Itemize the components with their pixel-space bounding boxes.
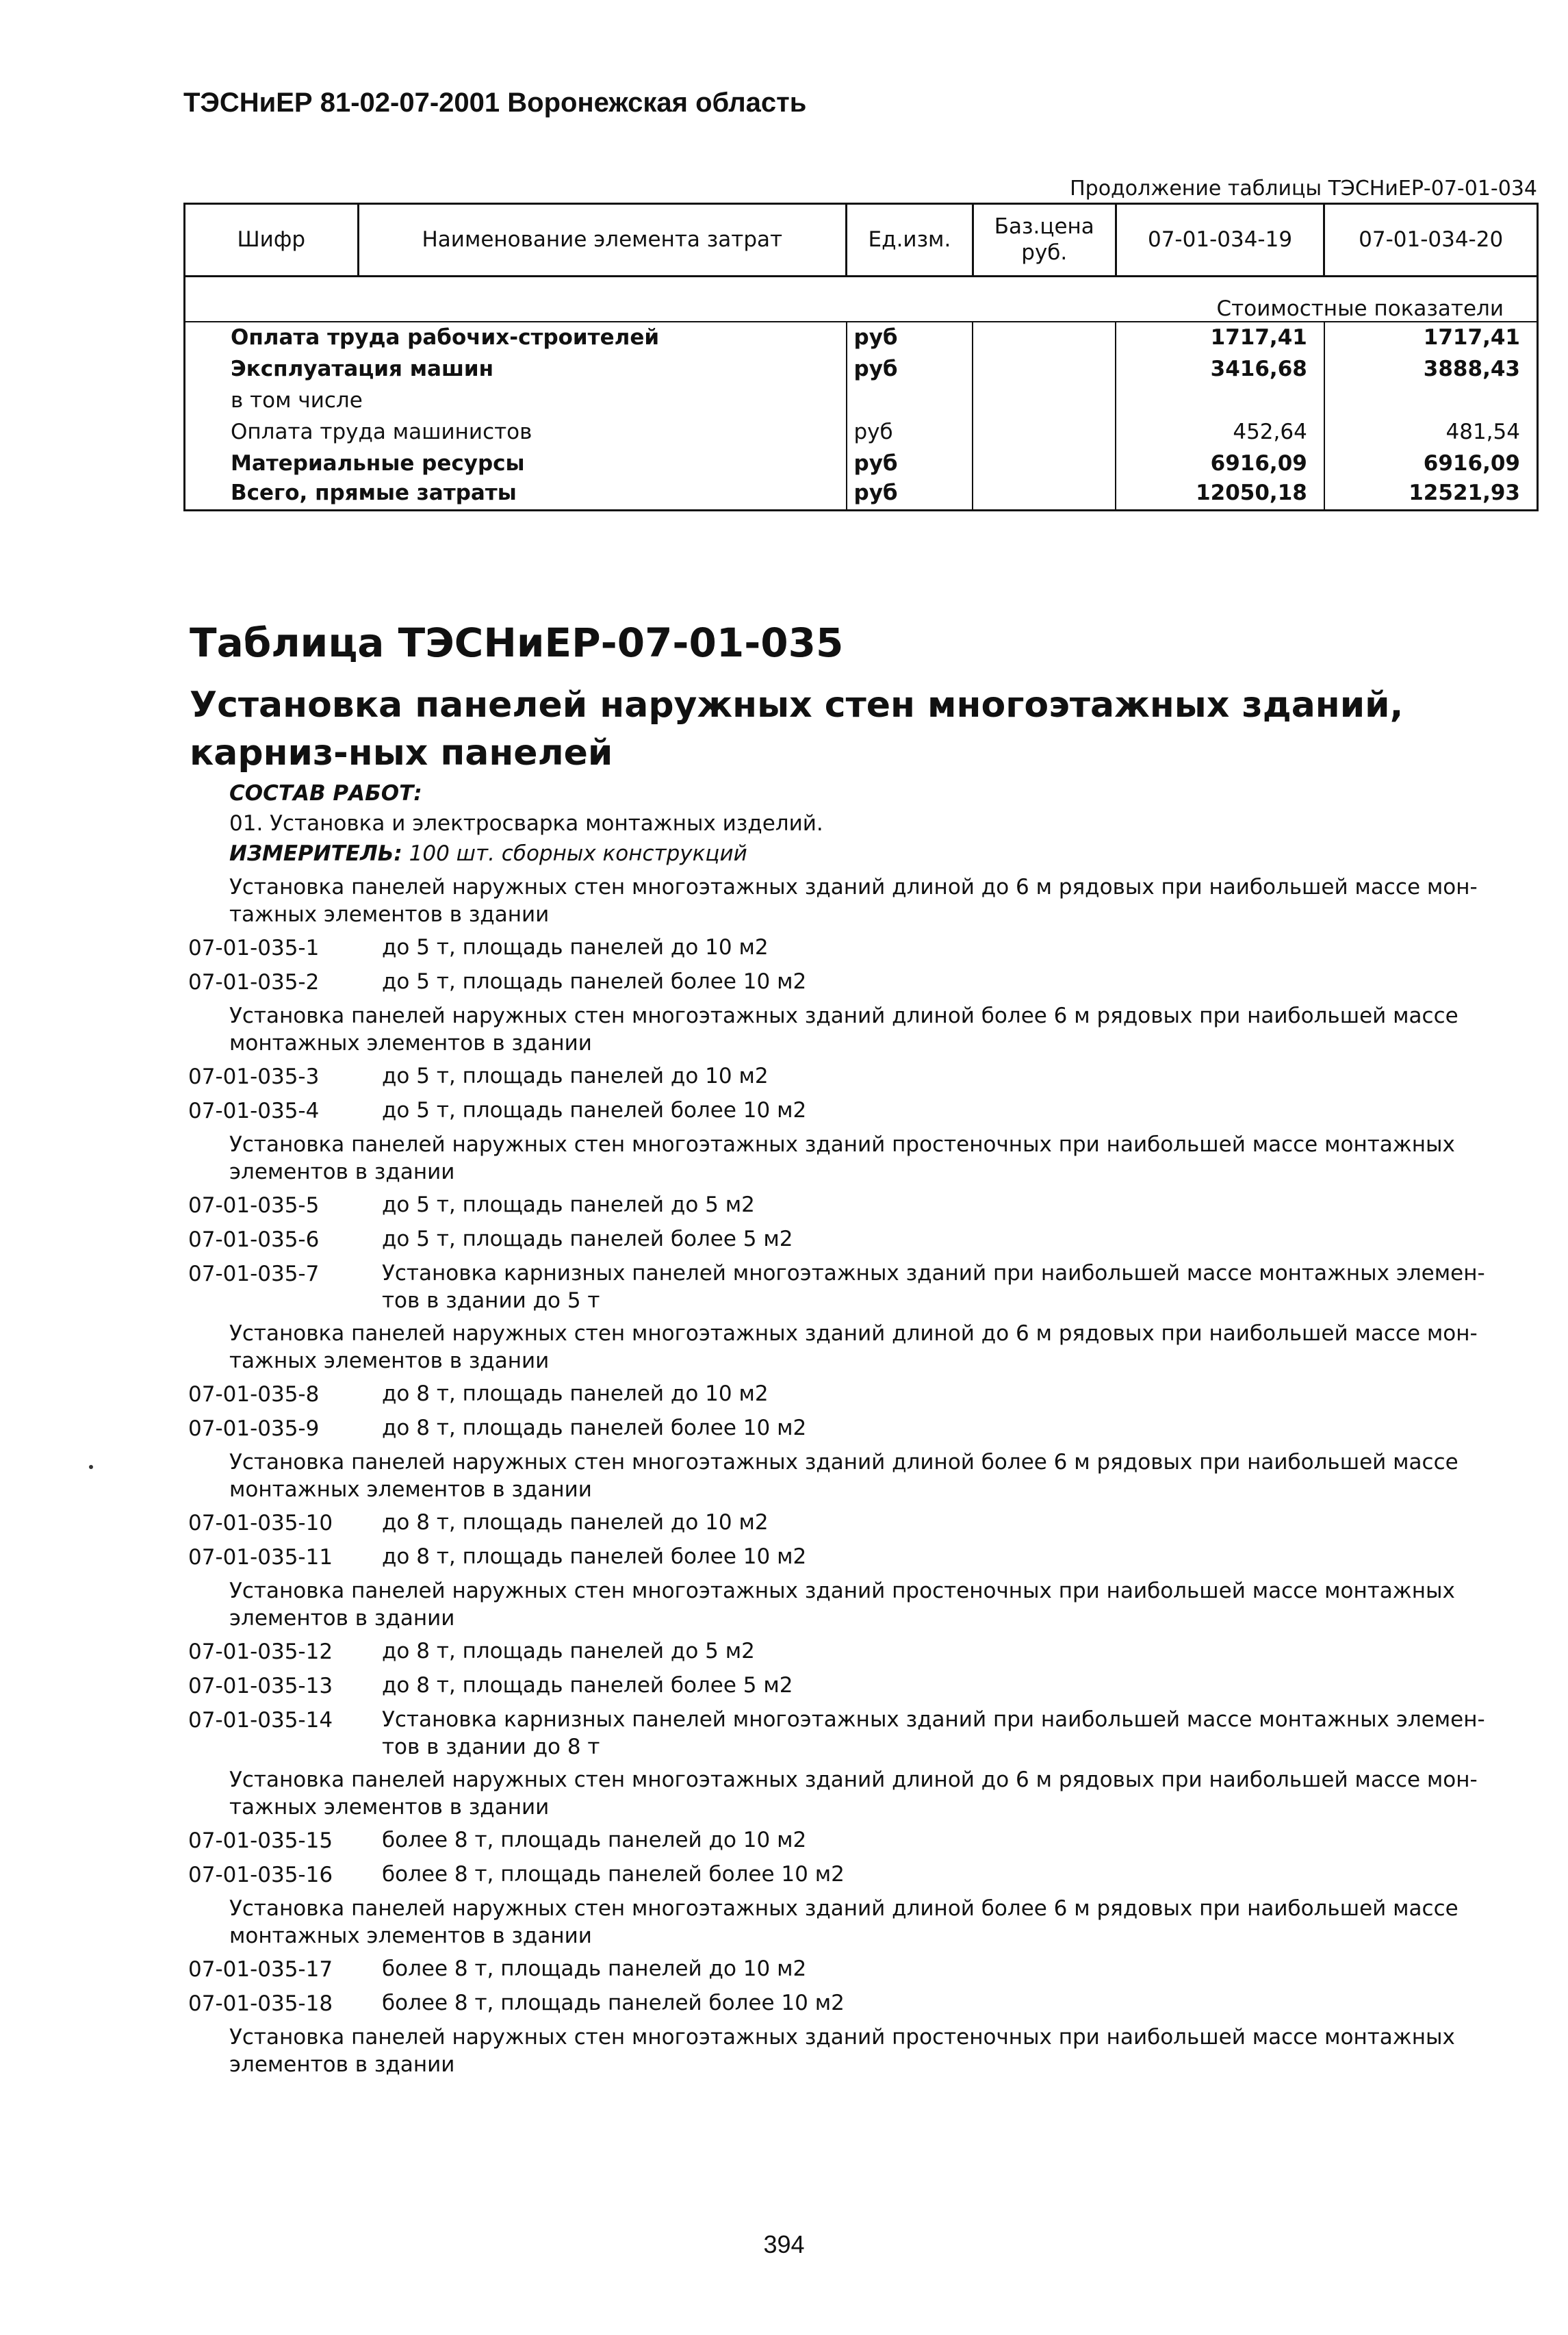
unit-cell xyxy=(847,385,973,416)
column-header: Баз.цена руб. xyxy=(973,204,1116,277)
norm-description: более 8 т, площадь панелей до 10 м2 xyxy=(382,1956,807,1981)
work-section xyxy=(188,779,1543,2078)
base-price-cell xyxy=(973,448,1116,479)
value-cell: 452,64 xyxy=(1116,416,1324,448)
value-cell: 481,54 xyxy=(1324,416,1538,448)
measure-label: ИЗМЕРИТЕЛЬ: xyxy=(229,841,402,866)
cost-item-name: Оплата труда машинистов xyxy=(231,419,532,444)
group-heading: Установка панелей наружных стен многоэтажных зданий простеночных при наибольшей массе монтажных элементов в здании xyxy=(229,1579,1455,1631)
group-heading: Установка панелей наружных стен многоэтажных зданий простеночных при наибольшей массе монтажных элементов в здании xyxy=(229,2025,1455,2077)
value-cell: 6916,09 xyxy=(1324,448,1538,479)
value-cell: 1717,41 xyxy=(1324,322,1538,353)
document-header: ТЭСНиЕР 81-02-07-2001 Воронежская область xyxy=(183,88,807,118)
cost-table xyxy=(183,203,1539,511)
group-heading: Установка панелей наружных стен многоэтажных зданий длиной более 6 м рядовых при наибольшей массе монтажных элементов в здании xyxy=(229,1896,1458,1948)
value-cell: 12050,18 xyxy=(1116,479,1324,511)
group-heading: Установка панелей наружных стен многоэтажных зданий длиной до 6 м рядовых при наибольшей массе мон-тажных элементов в здании xyxy=(229,1768,1478,1820)
unit-cell: руб xyxy=(847,322,973,353)
list-item xyxy=(188,1861,1543,1889)
norm-code: 07-01-035-10 xyxy=(188,1511,333,1535)
scan-speck xyxy=(89,1465,93,1469)
norm-code: 07-01-035-6 xyxy=(188,1227,320,1252)
list-item xyxy=(188,1543,1543,1572)
norm-code: 07-01-035-14 xyxy=(188,1708,333,1733)
norm-description: до 5 т, площадь панелей более 5 м2 xyxy=(382,1227,793,1251)
table-row xyxy=(185,416,1538,448)
value-cell: 12521,93 xyxy=(1324,479,1538,511)
list-item xyxy=(188,1414,1543,1443)
page-number: 394 xyxy=(763,2230,805,2258)
list-item xyxy=(188,1097,1543,1125)
list-item xyxy=(188,1826,1543,1855)
norm-description: до 8 т, площадь панелей более 5 м2 xyxy=(382,1673,793,1698)
norm-code: 07-01-035-4 xyxy=(188,1099,320,1123)
value-cell xyxy=(1324,385,1538,416)
composition-heading xyxy=(188,779,1543,808)
list-item xyxy=(188,934,1543,962)
table-row xyxy=(185,479,1538,511)
base-price-cell xyxy=(973,385,1116,416)
norm-code: 07-01-035-5 xyxy=(188,1193,320,1218)
cost-item-name: в том числе xyxy=(231,387,363,413)
norm-description: более 8 т, площадь панелей более 10 м2 xyxy=(382,1862,845,1887)
section-caption: Стоимостные показатели xyxy=(185,277,1538,322)
norm-description: до 8 т, площадь панелей до 5 м2 xyxy=(382,1639,755,1663)
unit-cell: руб xyxy=(847,479,973,511)
value-cell: 1717,41 xyxy=(1116,322,1324,353)
value-cell: 3416,68 xyxy=(1116,353,1324,385)
list-item xyxy=(188,1509,1543,1537)
norm-description: до 5 т, площадь панелей более 10 м2 xyxy=(382,969,807,994)
list-item xyxy=(188,1191,1543,1220)
table-row xyxy=(185,353,1538,385)
continuation-caption: Продолжение таблицы ТЭСНиЕР-07-01-034 xyxy=(1070,177,1537,201)
unit-cell: руб xyxy=(847,448,973,479)
unit-cell: руб xyxy=(847,416,973,448)
cost-item-name: Материальные ресурсы xyxy=(231,450,525,476)
column-header: Ед.изм. xyxy=(847,204,973,277)
group-heading: Установка панелей наружных стен многоэтажных зданий длиной более 6 м рядовых при наибольшей массе монтажных элементов в здании xyxy=(229,1004,1458,1056)
group-heading: Установка панелей наружных стен многоэтажных зданий простеночных при наибольшей массе монтажных элементов в здании xyxy=(229,1132,1455,1184)
norm-code: 07-01-035-16 xyxy=(188,1863,333,1887)
unit-cell: руб xyxy=(847,353,973,385)
list-item xyxy=(188,968,1543,997)
table-subtitle: Установка панелей наружных стен многоэтажных зданий, карниз-ных панелей xyxy=(190,685,1404,774)
section-caption-row xyxy=(185,277,1538,322)
group-heading: Установка панелей наружных стен многоэтажных зданий длиной до 6 м рядовых при наибольшей массе мон-тажных элементов в здании xyxy=(229,1321,1478,1373)
norm-code: 07-01-035-3 xyxy=(188,1064,320,1089)
table-header-row xyxy=(185,204,1538,277)
measure-value: 100 шт. сборных конструкций xyxy=(409,841,747,866)
list-item xyxy=(188,1989,1543,2018)
list-item xyxy=(188,1637,1543,1666)
norm-description: до 8 т, площадь панелей до 10 м2 xyxy=(382,1381,769,1406)
column-header: Наименование элемента затрат xyxy=(358,204,846,277)
norm-description: Установка карнизных панелей многоэтажных зданий при наибольшей массе монтажных элемен-тов в здании до 8 т xyxy=(382,1707,1485,1759)
cost-item-name: Всего, прямые затраты xyxy=(231,480,517,505)
value-cell: 3888,43 xyxy=(1324,353,1538,385)
table-row xyxy=(185,322,1538,353)
value-cell: 6916,09 xyxy=(1116,448,1324,479)
composition-label: СОСТАВ РАБОТ: xyxy=(229,781,422,806)
base-price-cell xyxy=(973,322,1116,353)
list-item xyxy=(188,1062,1543,1091)
norm-code: 07-01-035-7 xyxy=(188,1262,320,1286)
norm-description: до 8 т, площадь панелей более 10 м2 xyxy=(382,1416,807,1440)
measure-line xyxy=(188,839,1543,868)
table-title: Таблица ТЭСНиЕР-07-01-035 xyxy=(190,620,844,666)
cost-item-name: Эксплуатация машин xyxy=(231,356,494,381)
norm-description: до 8 т, площадь панелей до 10 м2 xyxy=(382,1510,769,1535)
norm-code: 07-01-035-9 xyxy=(188,1416,320,1441)
table-row xyxy=(185,385,1538,416)
base-price-cell xyxy=(973,479,1116,511)
list-item xyxy=(188,1225,1543,1254)
norm-description: до 5 т, площадь панелей до 10 м2 xyxy=(382,935,769,960)
norm-code: 07-01-035-11 xyxy=(188,1545,333,1570)
list-item xyxy=(188,1260,1543,1314)
table-row xyxy=(185,448,1538,479)
list-item xyxy=(188,1380,1543,1409)
list-item xyxy=(188,1955,1543,1984)
norm-code: 07-01-035-8 xyxy=(188,1382,320,1407)
norm-description: более 8 т, площадь панелей более 10 м2 xyxy=(382,1991,845,2015)
norm-description: до 5 т, площадь панелей до 10 м2 xyxy=(382,1064,769,1088)
norm-description: более 8 т, площадь панелей до 10 м2 xyxy=(382,1828,807,1852)
column-header: 07-01-034-19 xyxy=(1116,204,1324,277)
norm-description: Установка карнизных панелей многоэтажных зданий при наибольшей массе монтажных элемен-тов в здании до 5 т xyxy=(382,1261,1485,1313)
norm-code: 07-01-035-17 xyxy=(188,1957,333,1982)
list-item xyxy=(188,1672,1543,1700)
norm-description: до 8 т, площадь панелей более 10 м2 xyxy=(382,1544,807,1569)
norm-code: 07-01-035-1 xyxy=(188,936,320,960)
norms-list xyxy=(188,873,1543,2078)
column-header: 07-01-034-20 xyxy=(1324,204,1538,277)
base-price-cell xyxy=(973,353,1116,385)
group-heading: Установка панелей наружных стен многоэтажных зданий длиной более 6 м рядовых при наибольшей массе монтажных элементов в здании xyxy=(229,1450,1458,1502)
norm-code: 07-01-035-13 xyxy=(188,1674,333,1698)
composition-item: 01. Установка и электросварка монтажных изделий. xyxy=(229,811,823,836)
value-cell xyxy=(1116,385,1324,416)
norm-code: 07-01-035-2 xyxy=(188,970,320,995)
base-price-cell xyxy=(973,416,1116,448)
norm-code: 07-01-035-12 xyxy=(188,1639,333,1664)
list-item xyxy=(188,1706,1543,1761)
norm-description: до 5 т, площадь панелей более 10 м2 xyxy=(382,1098,807,1123)
column-header: Шифр xyxy=(185,204,359,277)
group-heading: Установка панелей наружных стен многоэтажных зданий длиной до 6 м рядовых при наибольшей массе мон-тажных элементов в здании xyxy=(229,875,1478,927)
cost-item-name: Оплата труда рабочих-строителей xyxy=(231,325,660,350)
norm-code: 07-01-035-15 xyxy=(188,1828,333,1853)
norm-code: 07-01-035-18 xyxy=(188,1991,333,2016)
norm-description: до 5 т, площадь панелей до 5 м2 xyxy=(382,1192,755,1217)
